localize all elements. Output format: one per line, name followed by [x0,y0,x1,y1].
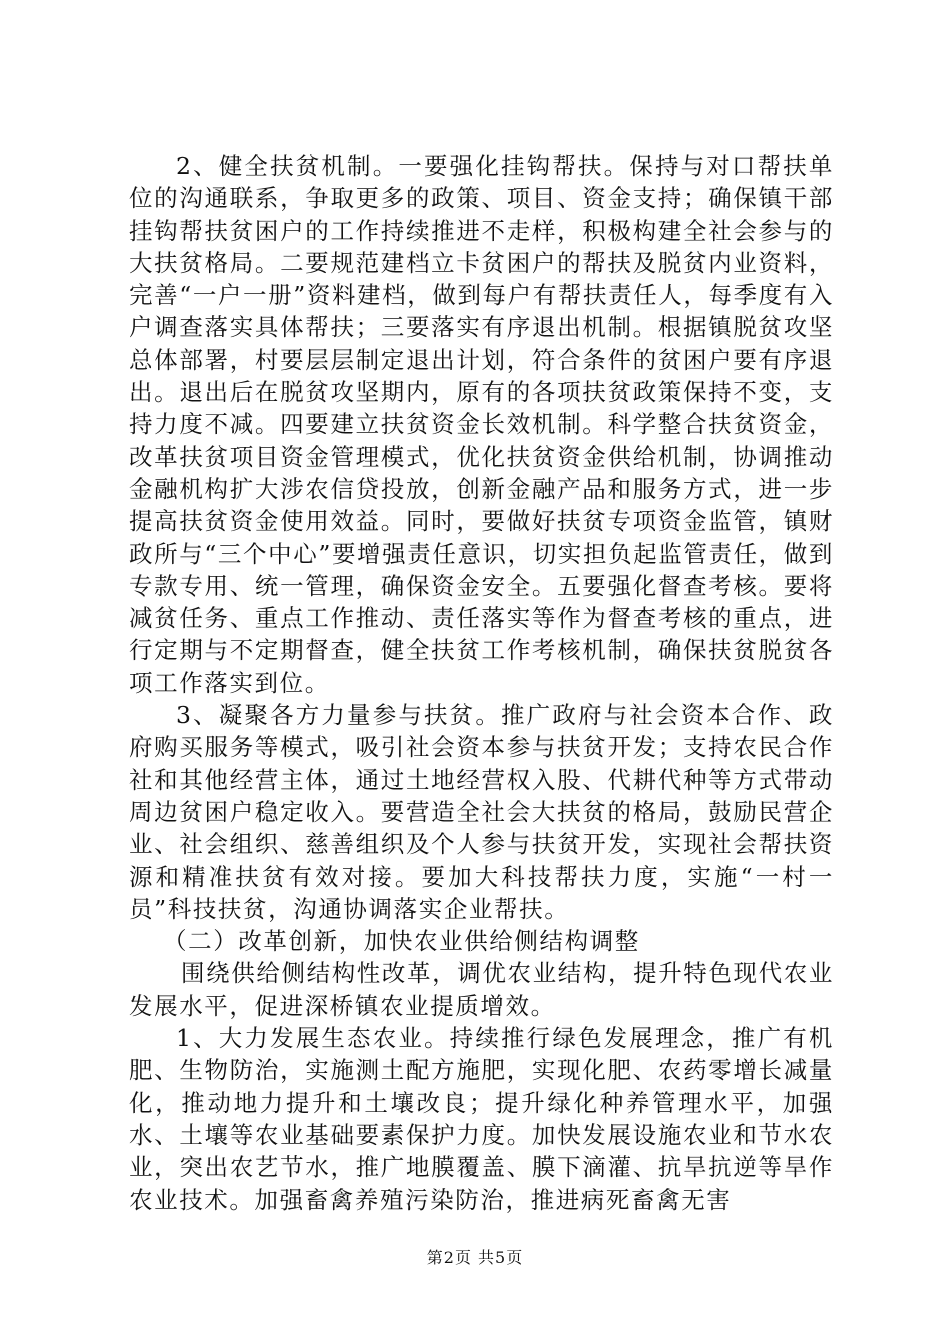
paragraph-ecological-agriculture: 1、大力发展生态农业。持续推行绿色发展理念，推广有机肥、生物防治，实施测土配方施肥，实现化肥、农药零增长减量化，推动地力提升和土壤改良；提升绿化种养管理水平，加强水、土壤等农业基础要素保护力度。加快发展设施农业和节水农业，突出农艺节水，推广地膜覆盖、膜下滴灌、抗旱抗逆等旱作农业技术。加强畜禽养殖污染防治，推进病死畜禽无害 [129,1024,834,1214]
paragraph-section-intro: 围绕供给侧结构性改革，调优农业结构，提升特色现代农业发展水平，促进深桥镇农业提质增效。 [129,959,834,1020]
paragraph-poverty-mechanism: 2、健全扶贫机制。一要强化挂钩帮扶。保持与对口帮扶单位的沟通联系，争取更多的政策、项目、资金支持；确保镇干部挂钩帮扶贫困户的工作持续推进不走样，积极构建全社会参与的大扶贫格局。二要规范建档立卡贫困户的帮扶及脱贫内业资料，完善“一户一册”资料建档，做到每户有帮扶责任人，每季度有入户调查落实具体帮扶；三要落实有序退出机制。根据镇脱贫攻坚总体部署，村要层层制定退出计划，符合条件的贫困户要有序退出。退出后在脱贫攻坚期内，原有的各项扶贫政策保持不变，支持力度不减。四要建立扶贫资金长效机制。科学整合扶贫资金，改革扶贫项目资金管理模式，优化扶贫资金供给机制，协调推动金融机构扩大涉农信贷投放，创新金融产品和服务方式，进一步提高扶贫资金使用效益。同时，要做好扶贫专项资金监管，镇财政所与“三个中心”要增强责任意识，切实担负起监管责任，做到专款专用、统一管理，确保资金安全。五要强化督查考核。要将减贫任务、重点工作推动、责任落实等作为督查考核的重点，进行定期与不定期督查，健全扶贫工作考核机制，确保扶贫脱贫各项工作落实到位。 [129,152,834,697]
document-body [129,150,834,1216]
section-heading-agri-reform: （二）改革创新，加快农业供给侧结构调整 [163,927,640,956]
page-number-footer: 第2页 共5页 [426,1248,524,1267]
paragraph-social-participation: 3、凝聚各方力量参与扶贫。推广政府与社会资本合作、政府购买服务等模式，吸引社会资本参与扶贫开发；支持农民合作社和其他经营主体，通过土地经营权入股、代耕代种等方式带动周边贫困户稳定收入。要营造全社会大扶贫的格局，鼓励民营企业、社会组织、慈善组织及个人参与扶贫开发，实现社会帮扶资源和精准扶贫有效对接。要加大科技帮扶力度，实施“一村一员”科技扶贫，沟通协调落实企业帮扶。 [129,701,834,923]
